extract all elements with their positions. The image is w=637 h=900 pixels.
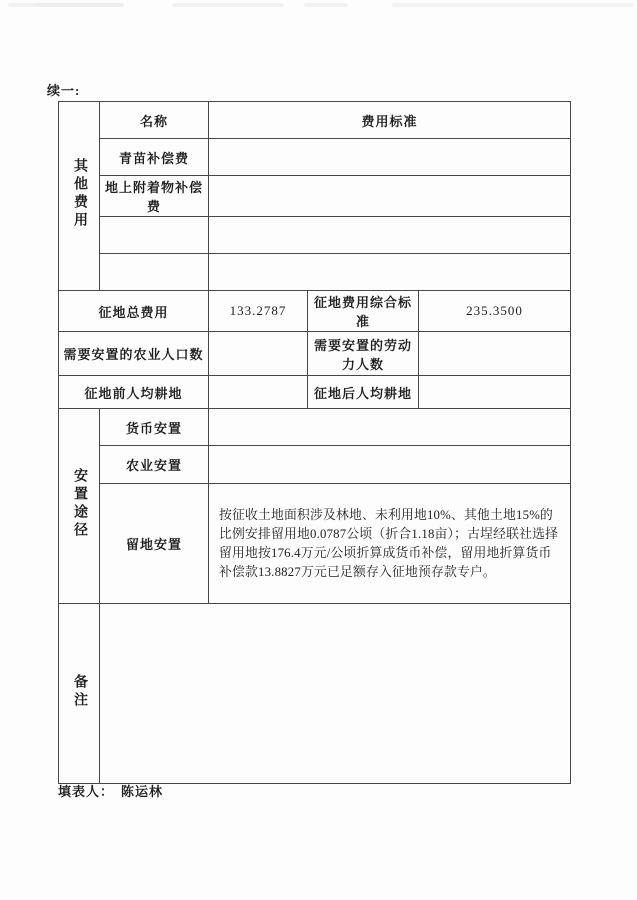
labor-force-label: 需要安置的劳动力人数: [308, 332, 419, 376]
form-filler-label: 填表人：: [58, 784, 115, 799]
row-value-monetary: [209, 409, 571, 446]
farmland-before-label: 征地前人均耕地: [59, 376, 209, 409]
row-value-agricultural: [209, 446, 571, 484]
agricultural-population-label: 需要安置的农业人口数: [59, 332, 209, 376]
form-filler-name: 陈运林: [121, 784, 164, 799]
group-label-other-fees: 其他费用: [72, 158, 87, 230]
retained-land-description: 按征收土地面积涉及林地、未利用地10%、其他土地15%的比例安排留用地0.0787公顷（折合1.18亩）；古埕经联社选择留用地按176.4万元/公顷折算成货币补偿，留用地折算货币补偿款13.8827万元已足额存入征地预存款专户。: [209, 484, 571, 604]
group-cell-resettlement: [59, 409, 100, 604]
header-name: 名称: [100, 102, 209, 139]
comprehensive-standard-value: 235.3500: [419, 291, 571, 332]
table-row: [59, 409, 571, 446]
table-row: [59, 254, 571, 291]
scan-artifact: [304, 3, 348, 7]
header-fee-standard: 费用标准: [209, 102, 571, 139]
group-cell-other-fees: [59, 102, 100, 291]
row-value-young-crop: [209, 139, 571, 176]
row-label-empty-1: [100, 217, 209, 254]
table-row: [59, 604, 571, 784]
table-row: [59, 139, 571, 176]
farmland-after-label: 征地后人均耕地: [308, 376, 419, 409]
land-compensation-table: [58, 101, 571, 784]
row-value-empty-1: [209, 217, 571, 254]
scan-artifact: [36, 3, 124, 7]
table-row: [59, 217, 571, 254]
table-row: [59, 446, 571, 484]
row-label-young-crop: 青苗补偿费: [100, 139, 209, 176]
row-value-empty-2: [209, 254, 571, 291]
row-label-monetary: 货币安置: [100, 409, 209, 446]
table-row: [59, 332, 571, 376]
table-row: [59, 291, 571, 332]
scan-artifact: [172, 3, 284, 7]
farmland-after-value: [419, 376, 571, 409]
comprehensive-standard-label: 征地费用综合标准: [308, 291, 419, 332]
total-cost-value: 133.2787: [209, 291, 308, 332]
row-label-ground-attachments: 地上附着物补偿费: [100, 176, 209, 217]
continuation-label: 续一:: [47, 83, 81, 98]
table-row: [59, 176, 571, 217]
labor-force-value: [419, 332, 571, 376]
total-cost-label: 征地总费用: [59, 291, 209, 332]
farmland-before-value: [209, 376, 308, 409]
remarks-value: [100, 604, 571, 784]
table-row: [59, 376, 571, 409]
row-label-empty-2: [100, 254, 209, 291]
row-value-ground-attachments: [209, 176, 571, 217]
row-label-retained-land: 留地安置: [100, 484, 209, 604]
row-label-agricultural: 农业安置: [100, 446, 209, 484]
agricultural-population-value: [209, 332, 308, 376]
group-label-resettlement: 安置途径: [72, 468, 87, 540]
form-filler-line: [58, 781, 163, 800]
group-cell-remarks: [59, 604, 100, 784]
group-label-remarks: 备注: [72, 673, 87, 710]
scan-artifact: [392, 3, 634, 7]
table-row: [59, 484, 571, 604]
